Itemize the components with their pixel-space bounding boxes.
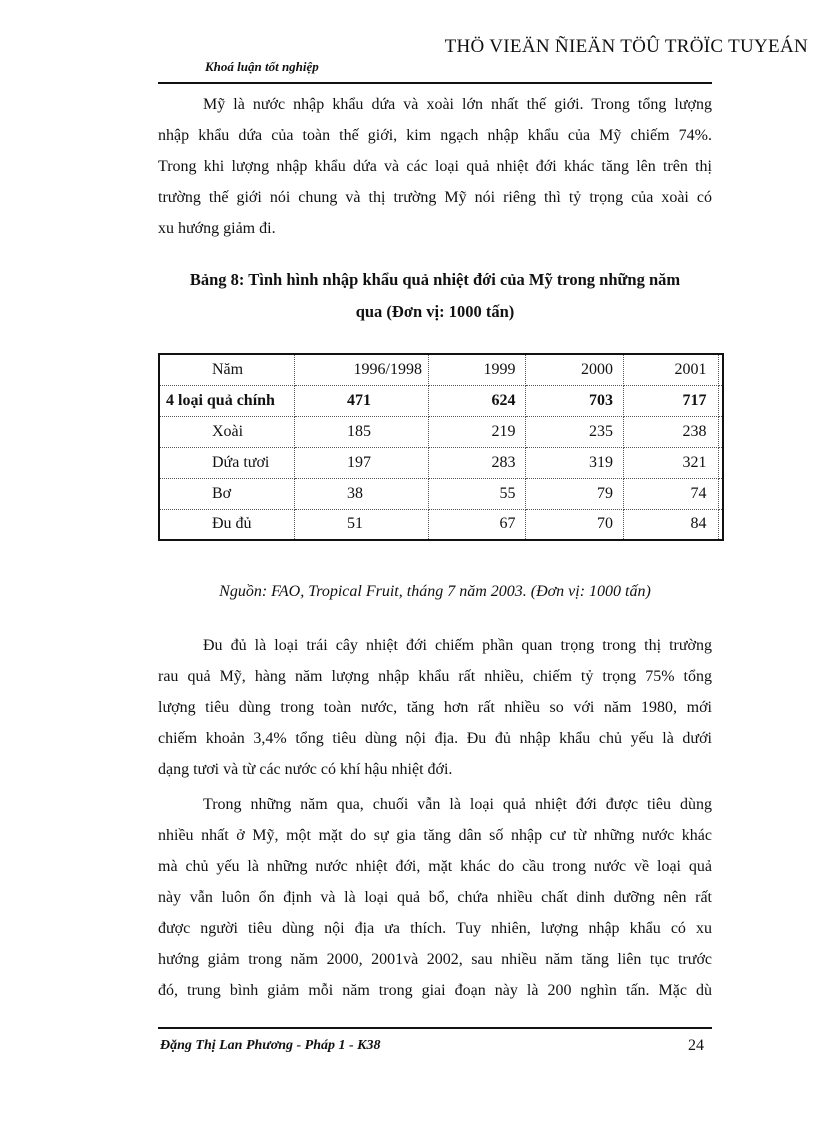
text-line: này vẫn luôn ổn định và là loại quả bổ, chứa nhiều chất dinh dưỡng nên rất: [158, 889, 712, 906]
table-cell: 321: [623, 447, 719, 478]
table-source-note: Nguồn: FAO, Tropical Fruit, tháng 7 năm 2003. (Đơn vị: 1000 tấn): [219, 583, 651, 600]
table-row: [159, 478, 723, 509]
table-edge-cell: [719, 354, 723, 385]
table-row: [159, 416, 723, 447]
text-line: Mỹ là nước nhập khẩu dứa và xoài lớn nhất thế giới. Trong tổng lượng: [203, 96, 712, 113]
table-title-line-1: Bảng 8: Tình hình nhập khẩu quả nhiệt đới của Mỹ trong những năm: [189, 270, 681, 289]
text-line: nhiều nhất ở Mỹ, một mặt do sự gia tăng dân số nhập cư từ những nước khác: [158, 827, 712, 844]
header-cell: 1999: [428, 354, 526, 385]
table-edge-cell: [719, 416, 723, 447]
import-table: [158, 353, 724, 541]
table-cell: 471: [295, 385, 429, 416]
table-edge-cell: [719, 478, 723, 509]
header-cell: 2001: [623, 354, 719, 385]
table-cell: 717: [623, 385, 719, 416]
text-line: rau quả Mỹ, hàng năm lượng nhập khẩu rất nhiều, chiếm tỷ trọng 75% tổng: [158, 668, 712, 685]
paragraph-2: [158, 630, 712, 785]
row-label: Đu đủ: [159, 509, 295, 540]
header-cell: Năm: [159, 354, 295, 385]
table-edge-cell: [719, 447, 723, 478]
table-cell: 185: [295, 416, 429, 447]
table-cell: 283: [428, 447, 526, 478]
table-cell: 235: [526, 416, 624, 447]
header-cell: 2000: [526, 354, 624, 385]
text-line: nhập khẩu dứa của toàn thế giới, kim ngạch nhập khẩu của Mỹ chiếm 74%.: [158, 127, 712, 144]
row-label: 4 loại quả chính: [159, 385, 295, 416]
row-label: Bơ: [159, 478, 295, 509]
table-row: [159, 447, 723, 478]
table-cell: 55: [428, 478, 526, 509]
table-edge-cell: [719, 385, 723, 416]
text-line: lượng tiêu dùng trong toàn nước, tăng hơn rất nhiều so với năm 1980, mới: [158, 699, 712, 716]
table-cell: 74: [623, 478, 719, 509]
table-row: [159, 509, 723, 540]
table-cell: 79: [526, 478, 624, 509]
paragraph-1: [158, 89, 712, 244]
table-row: [159, 385, 723, 416]
table-cell: 38: [295, 478, 429, 509]
text-line: đó, trung bình giảm mỗi năm trong giai đoạn này là 200 nghìn tấn. Mặc dù: [158, 982, 712, 999]
page-number: 24: [688, 1037, 704, 1054]
table-cell: 219: [428, 416, 526, 447]
text-line: mà chủ yếu là những nước nhiệt đới, mặt khác do cầu trong nước về loại quả: [158, 858, 712, 875]
header-cell: 1996/1998: [295, 354, 429, 385]
table-cell: 319: [526, 447, 624, 478]
table-title-line-2: qua (Đơn vị: 1000 tấn): [355, 302, 515, 321]
footer-author: Đặng Thị Lan Phương - Pháp 1 - K38: [160, 1038, 381, 1053]
table-cell: 70: [526, 509, 624, 540]
table-cell: 624: [428, 385, 526, 416]
text-line: trường thế giới nói chung và thị trường Mỹ nói riêng thì tỷ trọng của xoài có: [158, 189, 712, 206]
table-cell: 703: [526, 385, 624, 416]
table-header-row: [159, 354, 723, 385]
table-cell: 67: [428, 509, 526, 540]
table-cell: 51: [295, 509, 429, 540]
text-line: Đu đủ là loại trái cây nhiệt đới chiếm phần quan trọng trong thị trường: [203, 637, 712, 654]
text-line: Trong khi lượng nhập khẩu dứa và các loại quả nhiệt đới khác tăng lên trên thị: [158, 158, 712, 175]
footer-rule: [158, 1027, 712, 1029]
text-line: được người tiêu dùng nội địa ưa thích. Tuy nhiên, lượng nhập khẩu có xu: [158, 920, 712, 937]
row-label: Dứa tươi: [159, 447, 295, 478]
table-cell: 197: [295, 447, 429, 478]
paragraph-3: [158, 789, 712, 1006]
text-line: dạng tươi và từ các nước có khí hậu nhiệt đới.: [158, 761, 453, 778]
table-cell: 238: [623, 416, 719, 447]
text-line: chiếm khoản 3,4% tổng tiêu dùng nội địa. Đu đủ nhập khẩu chủ yếu là dưới: [158, 730, 712, 747]
library-watermark: THÖ VIEÄN ÑIEÄN TÖÛ TRÖÏC TUYEÁN: [444, 36, 808, 57]
text-line: xu hướng giảm đi.: [158, 220, 276, 237]
text-line: hướng giảm trong năm 2000, 2001và 2002, sau nhiều năm tăng liên tục trước: [158, 951, 712, 968]
text-line: Trong những năm qua, chuối vẫn là loại quả nhiệt đới được tiêu dùng: [203, 796, 712, 813]
running-head: Khoá luận tốt nghiệp: [205, 59, 319, 74]
table-cell: 84: [623, 509, 719, 540]
table-title: [158, 264, 712, 328]
header-rule: [158, 82, 712, 84]
row-label: Xoài: [159, 416, 295, 447]
table-edge-cell: [719, 509, 723, 540]
